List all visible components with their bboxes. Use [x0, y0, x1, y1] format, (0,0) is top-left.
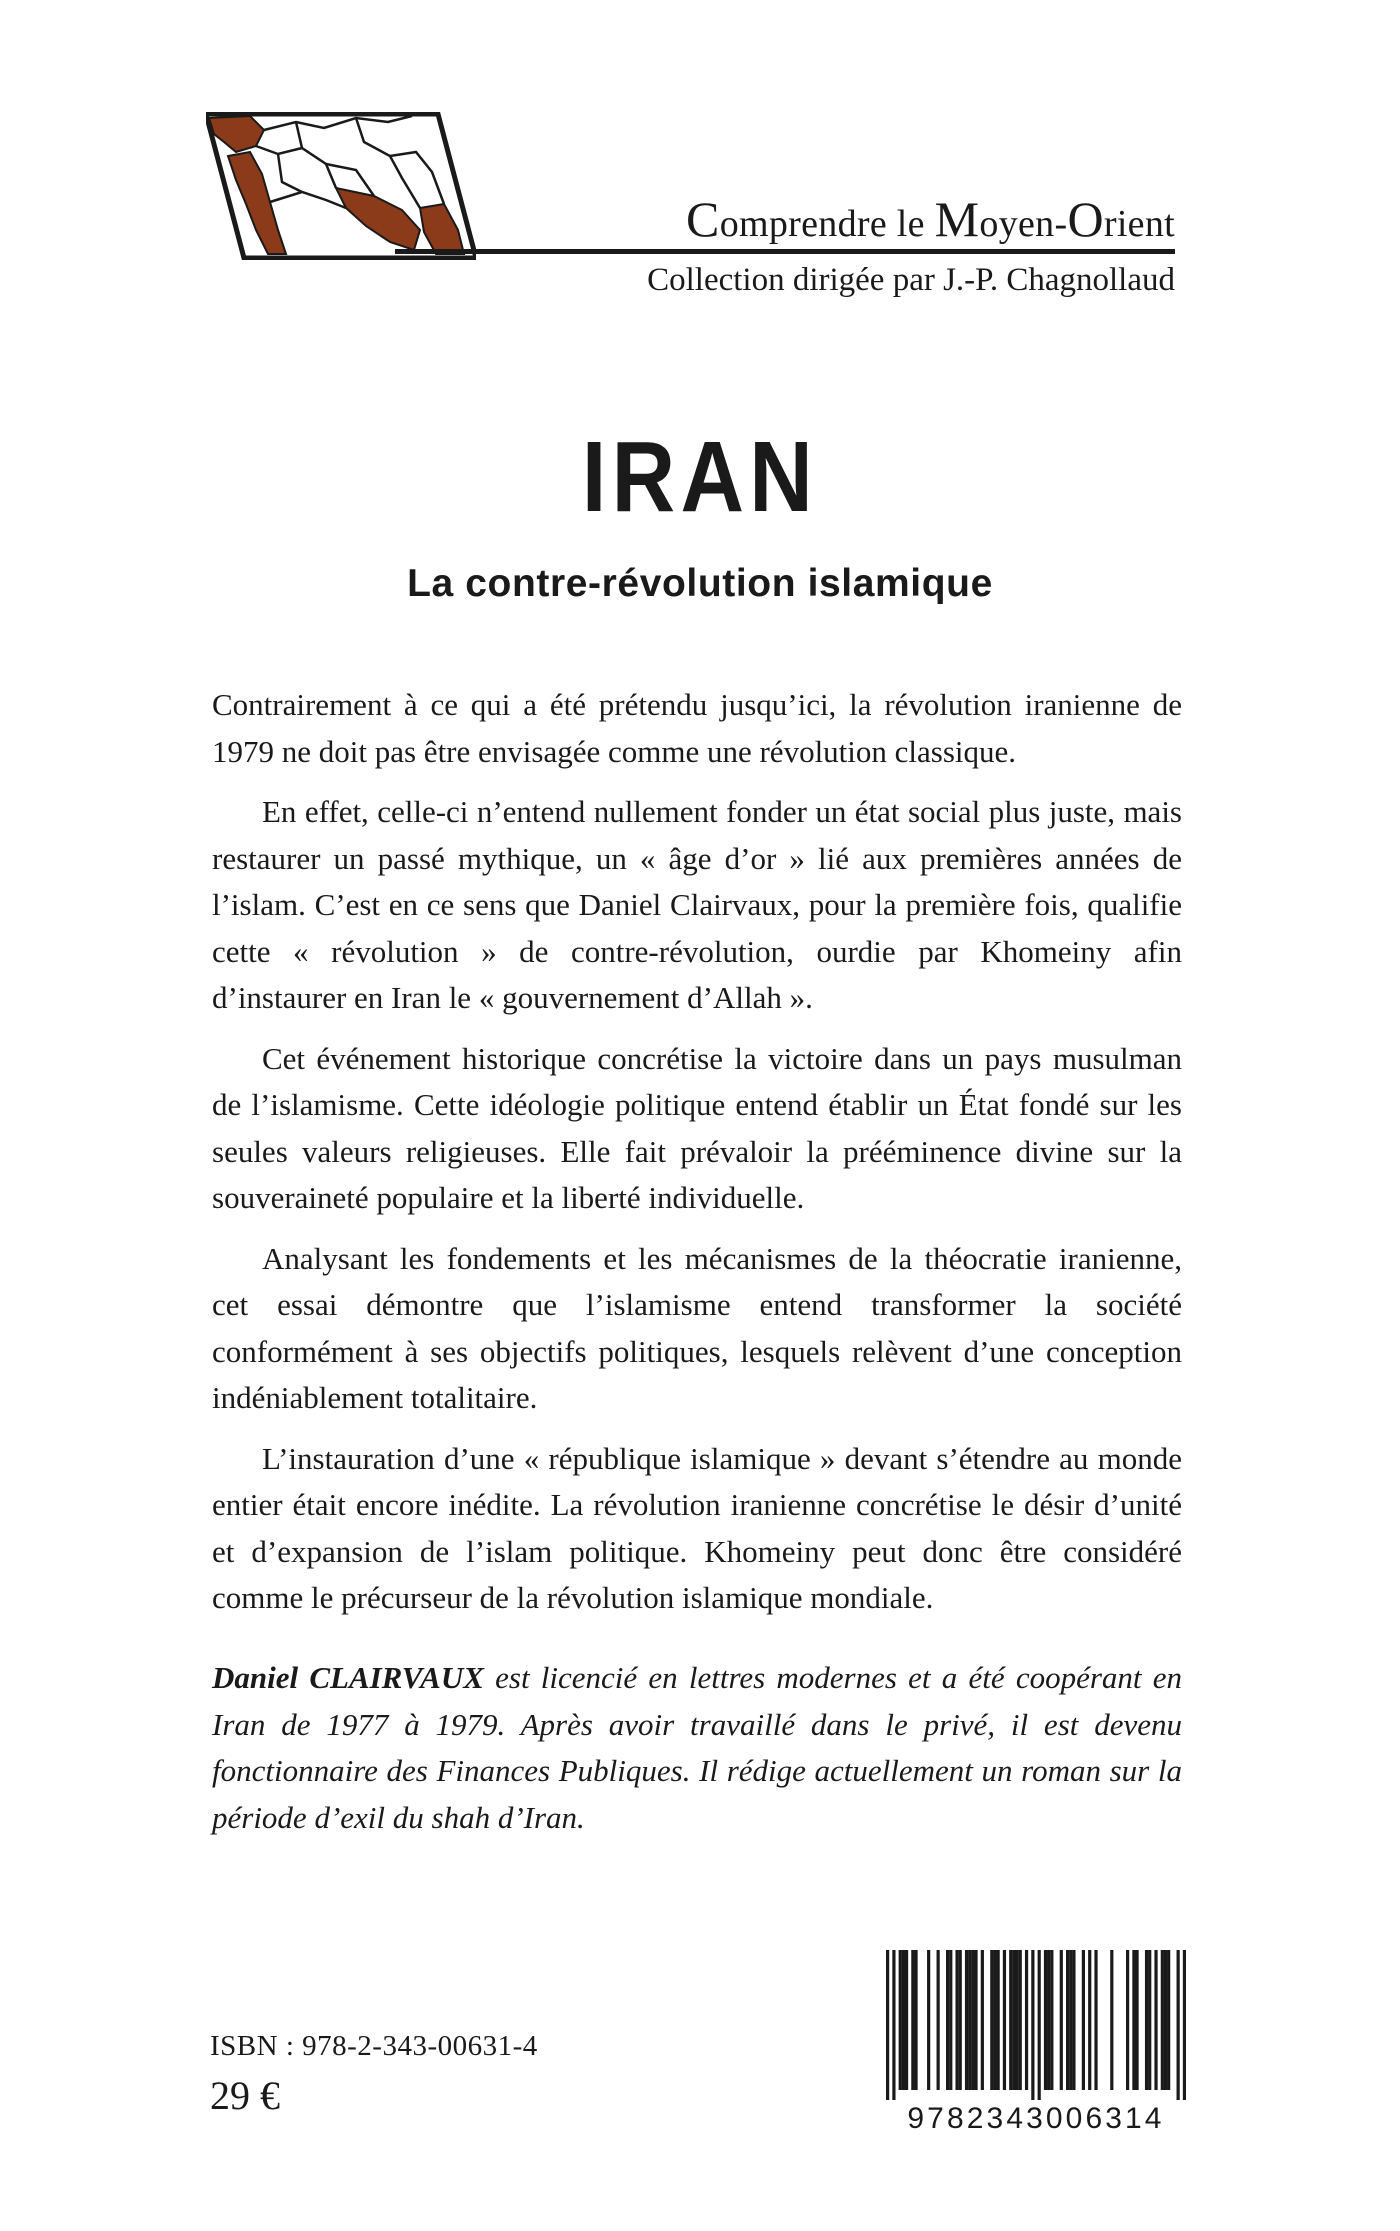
barcode-bar	[1050, 1950, 1053, 2090]
barcode-bar	[899, 1950, 902, 2090]
barcode-bar	[1047, 1950, 1050, 2090]
barcode-bar	[997, 1950, 1000, 2090]
barcode-bar	[1025, 1950, 1028, 2090]
barcode-bar	[911, 1950, 914, 2090]
barcode-bar	[1072, 1950, 1075, 2090]
isbn: ISBN : 978-2-343-00631-4	[210, 2030, 538, 2062]
book-subtitle: La contre-révolution islamique	[407, 562, 993, 605]
blurb-paragraph: L’instauration d’une « république islamique » devant s’étendre au monde entier était encore inédite. La révolution iranienne concrétise le désir d’unité et d’expansion de l’islam politique. Khomeiny peut donc être considéré comme le précurseur de la révolution islamique mondiale.	[212, 1440, 1182, 1615]
barcode-bar	[914, 1950, 917, 2090]
barcode-bar	[990, 1950, 993, 2090]
barcode-bar	[971, 1950, 974, 2090]
barcode-bar	[905, 1950, 908, 2090]
barcode-bar	[1031, 1950, 1034, 2100]
blurb-paragraph: En effet, celle-ci n’entend nullement fonder un état social plus juste, mais restaurer un passé mythique, un « âge d’or » lié aux premières années de l’islam. C’est en ce sens que Daniel Clairvaux, pour la première fois, qualifie cette « révolution » de contre-révolution, ourdie par Khomeiny afin d’instaurer en Iran le « gouvernement d’Allah ».	[212, 794, 1182, 1015]
barcode-bar	[886, 1950, 889, 2100]
barcode-bar	[1069, 1950, 1072, 2090]
barcode-bar	[1145, 1950, 1148, 2090]
barcode-bar	[968, 1950, 971, 2090]
barcode-bar	[1019, 1950, 1022, 2090]
series-director: Collection dirigée par J.-P. Chagnollaud	[647, 262, 1175, 298]
barcode-bar	[1148, 1950, 1151, 2090]
barcode-bar	[974, 1950, 977, 2090]
barcode-bar	[902, 1950, 905, 2090]
series-title: Comprendre le Moyen-Orient	[686, 191, 1175, 247]
barcode-bar	[1110, 1950, 1113, 2090]
barcode-bar	[1167, 1950, 1170, 2090]
collection-logo	[206, 112, 476, 260]
barcode-bar	[946, 1950, 949, 2090]
barcode	[886, 1950, 1186, 2136]
blurb-paragraph: Contrairement à ce qui a été prétendu jusqu’ici, la révolution iranienne de 1979 ne doit pas être envisagée comme une révolution classique.	[212, 687, 1182, 769]
author-name: Daniel CLAIRVAUX	[212, 1660, 484, 1695]
barcode-bar	[1094, 1950, 1097, 2090]
blurb	[212, 682, 1182, 1636]
barcode-bar	[927, 1950, 930, 2090]
barcode-bar	[1126, 1950, 1129, 2090]
barcode-bar	[1060, 1950, 1063, 2090]
blurb-paragraph: Cet événement historique concrétise la victoire dans un pays musulman de l’islamisme. Cette idéologie politique entend établir un État fondé sur les seules valeurs religieuses. Elle fait prévaloir la prééminence divine sur la souveraineté populaire et la liberté individuelle.	[212, 1040, 1182, 1215]
barcode-bar	[981, 1950, 984, 2090]
author-bio-text: est licencié en lettres modernes et a été coopérant en Iran de 1977 à 1979. Après avoir travaillé dans le privé, il est devenu fonctionnaire des Finances Publiques. Il rédige actuellement un roman sur la période d’exil du shah d’Iran.	[212, 1660, 1182, 1835]
blurb-paragraph: Analysant les fondements et les mécanismes de la théocratie iranienne, cet essai démontre que l’islamisme entend transformer la société conformément à ses objectifs politiques, lesquels relèvent d’une conception indéniablement totalitaire.	[212, 1240, 1182, 1415]
price: 29 €	[210, 2073, 280, 2118]
barcode-bar	[1038, 1950, 1041, 2100]
barcode-bar	[892, 1950, 895, 2100]
barcode-bar	[1161, 1950, 1164, 2090]
barcode-bar	[959, 1950, 962, 2090]
book-title: IRAN	[581, 421, 819, 533]
barcode-bar	[1009, 1950, 1012, 2090]
barcode-icon	[886, 1950, 1186, 2100]
barcode-bar	[993, 1950, 996, 2090]
barcode-bar	[1183, 1950, 1186, 2100]
barcode-bar	[1177, 1950, 1180, 2100]
barcode-bar	[1066, 1950, 1069, 2090]
barcode-bar	[937, 1950, 940, 2090]
middle-east-map-icon	[206, 112, 476, 260]
barcode-bar	[1132, 1950, 1135, 2090]
barcode-bar	[1015, 1950, 1018, 2090]
barcode-bar	[1044, 1950, 1047, 2090]
author-bio	[212, 1655, 1182, 1841]
series-divider	[395, 249, 1175, 254]
barcode-bar	[1164, 1950, 1167, 2090]
barcode-bar	[1082, 1950, 1085, 2090]
barcode-bar	[1135, 1950, 1138, 2090]
barcode-bar	[965, 1950, 968, 2090]
barcode-bar	[949, 1950, 952, 2090]
barcode-bar	[1154, 1950, 1157, 2090]
barcode-bar	[1012, 1950, 1015, 2090]
barcode-bar	[955, 1950, 958, 2090]
barcode-bar	[1088, 1950, 1091, 2090]
barcode-digits: 9782343006314	[907, 2102, 1165, 2135]
barcode-bar	[1003, 1950, 1006, 2090]
